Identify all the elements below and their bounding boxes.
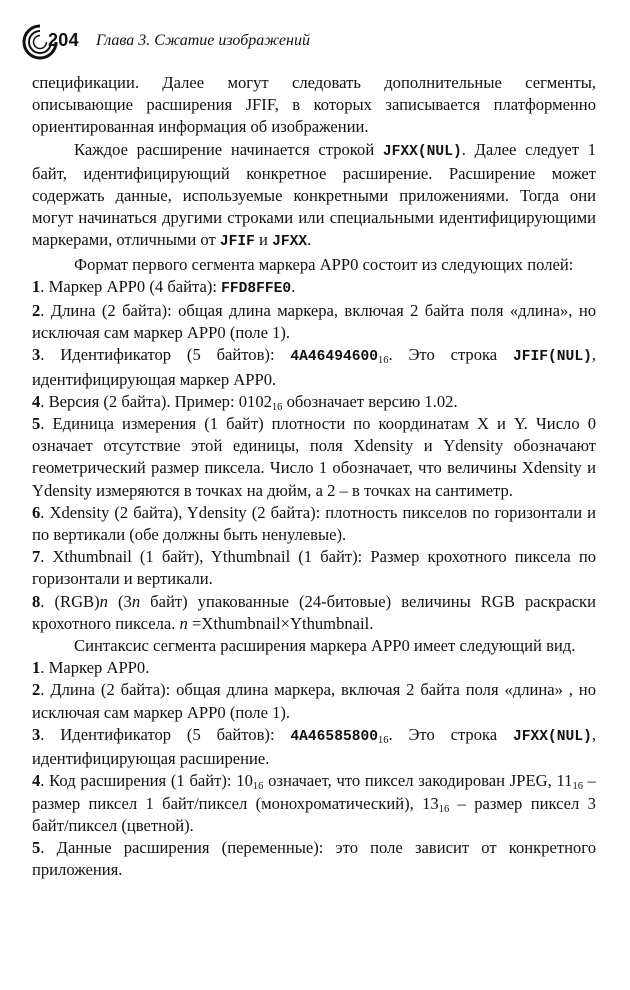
paragraph: Синтаксис сегмента расширения маркера APP0 имеет следующий вид. — [74, 636, 576, 656]
list-item: 1. Маркер APP0 (4 байта): FFD8FFE0. — [32, 276, 296, 297]
running-title: Глава 3. Сжатие изображений — [96, 32, 310, 49]
page-body — [32, 72, 596, 881]
list-item: 3. Идентификатор (5 байтов): $4A46585800_{16}$. Это строка JFXX(NUL), идентифицирующая расширение. — [32, 724, 596, 769]
list-item: 2. Длина (2 байта): общая длина маркера, включая 2 байта поля «длина», но исключая сам маркер APP0 (поле 1). — [32, 301, 596, 343]
list-item: 4. Версия (2 байта). Пример: $0102_{16}$ обозначает версию 1.02. — [32, 391, 458, 413]
page-header — [20, 22, 610, 62]
list-item: 4. Код расширения (1 байт): $10_{16}$ означает, что пиксел закодирован JPEG, $11_{16}$ – размер пиксел 1 байт/пиксел (монохроматический), $13_{16}$ – размер пиксел 3 байт/пиксел (цветной). — [32, 771, 596, 835]
list-item: 7. Xthumbnail (1 байт), Ythumbnail (1 байт): Размер крохотного пиксела по горизонтали и вертикали. — [32, 547, 596, 589]
list-item: 5. Данные расширения (переменные): это поле зависит от конкретного приложения. — [32, 837, 596, 880]
paragraph: Каждое расширение начинается строкой JFXX(NUL). Далее следует 1 байт, идентифицирующий конкретное расширение. Расширение может содержать данные, используемые конкретными приложениями. Тогда они могут начинаться другими строками или специальными идентифицирующими маркерами, отличными от JFIF и JFXX. — [32, 139, 596, 251]
list-item: 6. Xdensity (2 байта), Ydensity (2 байта): плотность пикселов по горизонтали и по вертикали (обе должны быть ненулевые). — [32, 502, 596, 545]
list-item: 2. Длина (2 байта): общая длина маркера, включая 2 байта поля «длина» , но исключая сам маркер APP0 (поле 1). — [32, 680, 596, 722]
paragraph: спецификации. Далее могут следовать дополнительные сегменты, описывающие расширения JFIF, в которых записывается платформенно ориентированная информация об изображении. — [32, 73, 596, 137]
list-item: 1. Маркер APP0. — [32, 658, 150, 678]
list-item: 8. (RGB)n (3n байт) упакованные (24-битовые) величины RGB раскраски крохотного пиксела. n =Xthumbnail×Ythumbnail. — [32, 591, 596, 633]
paragraph: Формат первого сегмента маркера APP0 состоит из следующих полей: — [74, 254, 574, 274]
page-number: 204 — [48, 30, 79, 50]
list-item: 5. Единица измерения (1 байт) плотности по координатам X и Y. Число 0 означает отсутствие этой единицы, поля Xdensity и Ydensity обозначают геометрический размер пиксела. Число 1 обозначает, что величины Xdensity и Ydensity измеряются в точках на дюйм, а 2 – в точках на сантиметр. — [32, 414, 596, 500]
list-item: 3. Идентификатор (5 байтов): $4A46494600_{16}$. Это строка JFIF(NUL), идентифицирующая маркер APP0. — [32, 345, 596, 389]
